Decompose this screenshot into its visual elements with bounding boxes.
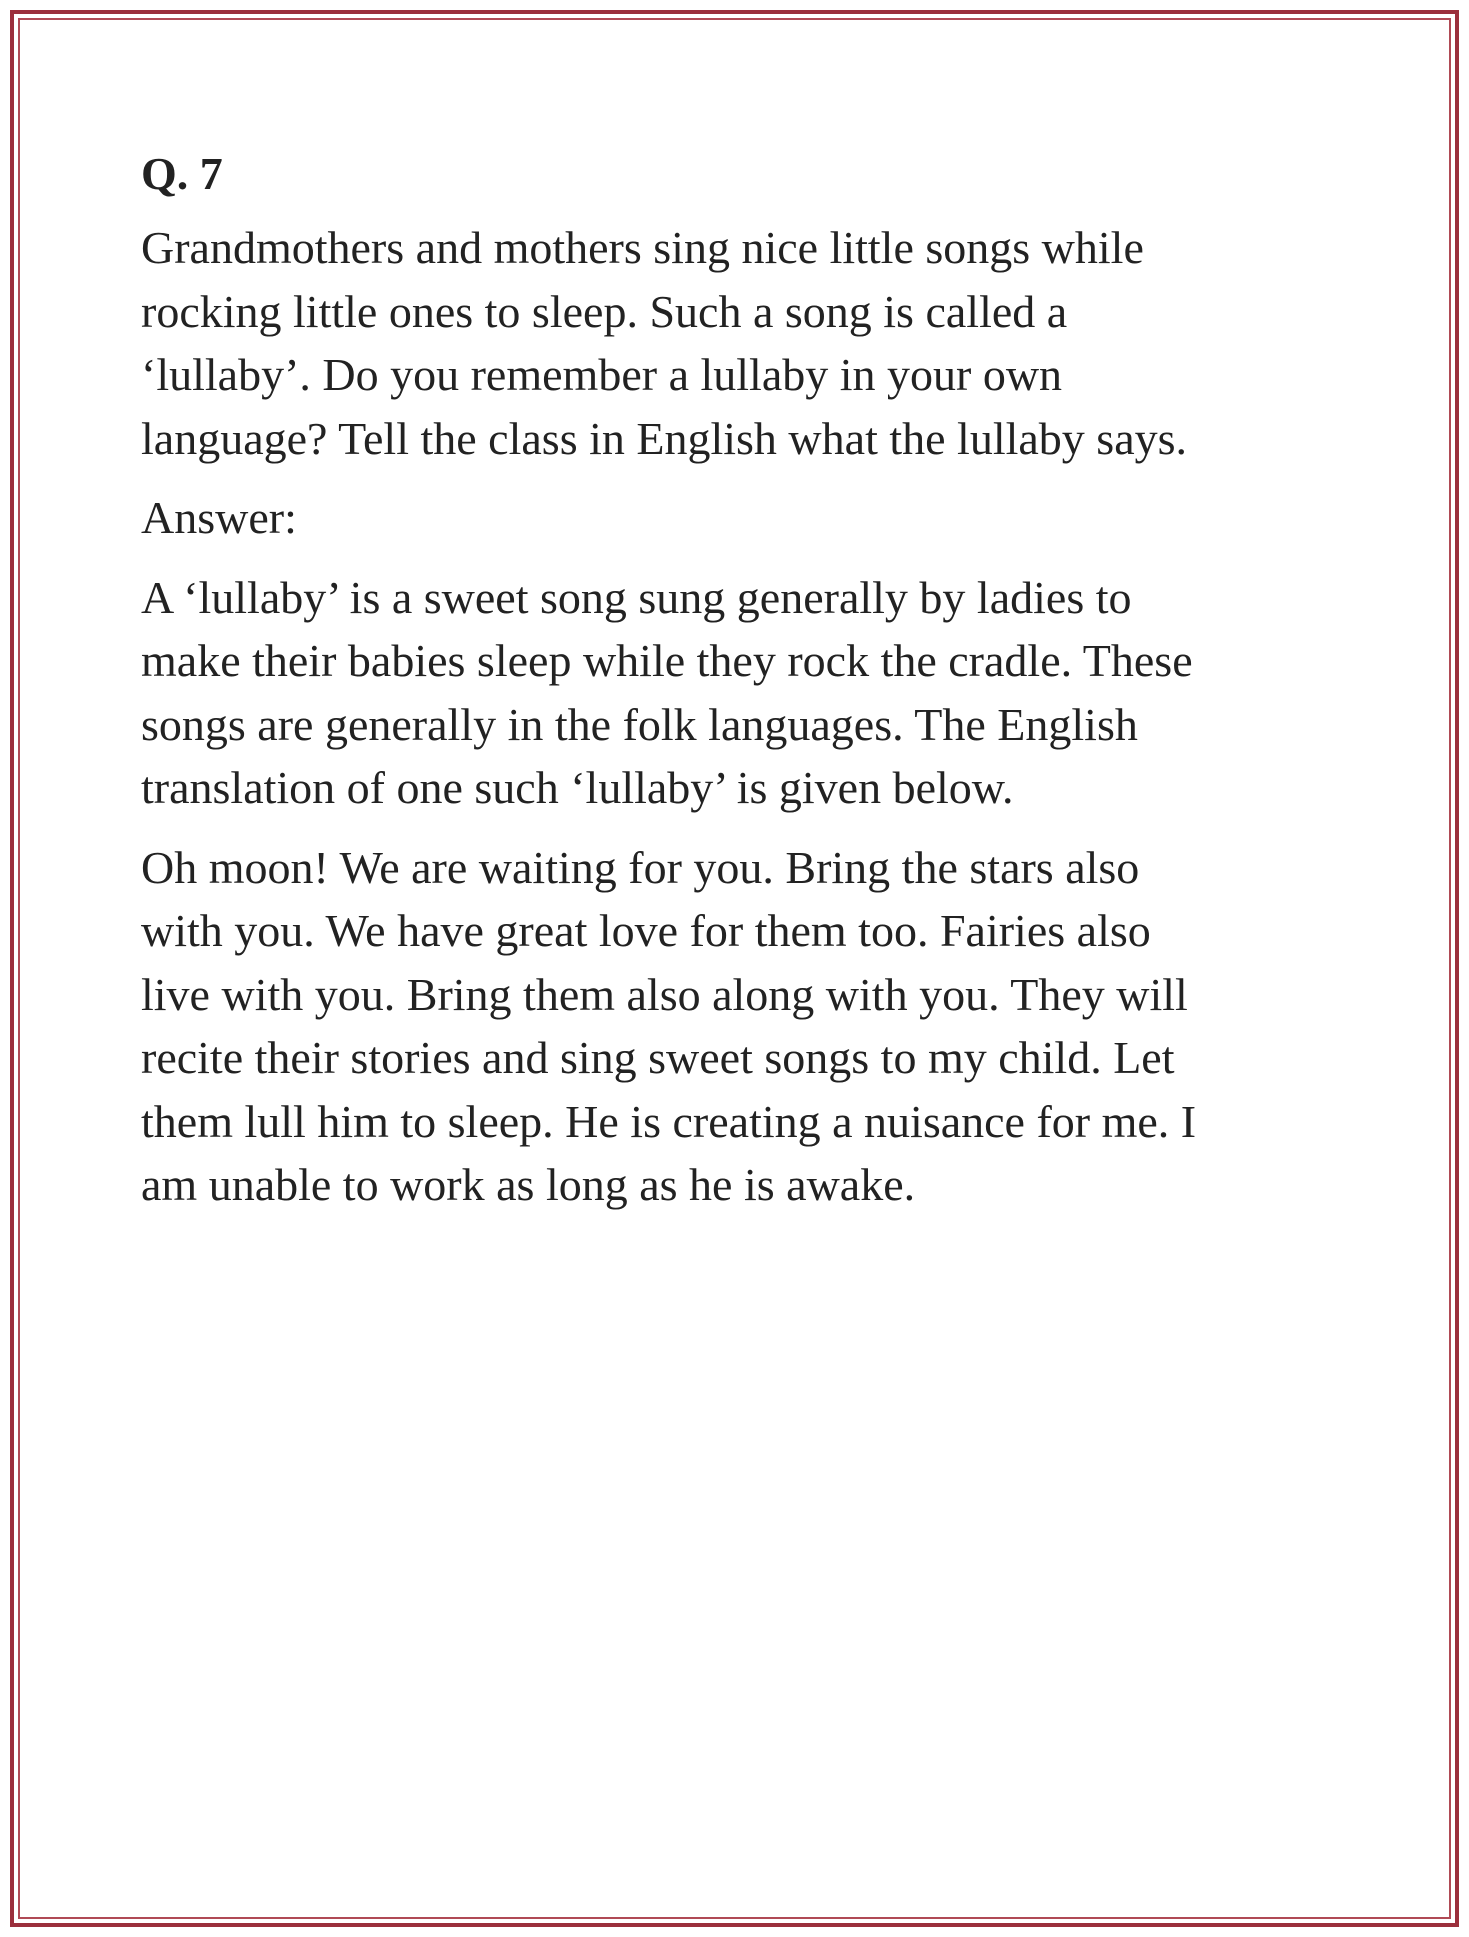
answer-line: A ‘lullaby’ is a sweet song sung generally by ladies to <box>141 571 1132 623</box>
answer-line: them lull him to sleep. He is creating a nuisance for me. I <box>141 1095 1197 1147</box>
document-content <box>141 142 1351 1233</box>
answer-paragraph-2 <box>141 836 1351 1217</box>
answer-label: Answer: <box>141 492 297 543</box>
answer-line: make their babies sleep while they rock the cradle. These <box>141 635 1193 686</box>
question-line: ‘lullaby’. Do you remember a lullaby in your own <box>141 349 1063 400</box>
question-text <box>141 216 1351 470</box>
question-number: Q. 7 <box>141 148 223 199</box>
answer-line: am unable to work as long as he is awake. <box>141 1159 916 1210</box>
question-line: Grandmothers and mothers sing nice little songs while <box>141 222 1144 273</box>
answer-line: with you. We have great love for them too. Fairies also <box>141 905 1151 956</box>
answer-line: songs are generally in the folk languages. The English <box>141 698 1138 750</box>
question-line: rocking little ones to sleep. Such a song is called a <box>141 285 1068 337</box>
answer-line: live with you. Bring them also along with you. They will <box>141 968 1188 1020</box>
question-line: language? Tell the class in English what the lullaby says. <box>141 412 1188 464</box>
answer-line: recite their stories and sing sweet songs to my child. Let <box>141 1032 1175 1083</box>
answer-line: translation of one such ‘lullaby’ is given below. <box>141 762 1014 813</box>
answer-paragraph-1 <box>141 566 1351 820</box>
answer-line: Oh moon! We are waiting for you. Bring the stars also <box>141 841 1140 893</box>
